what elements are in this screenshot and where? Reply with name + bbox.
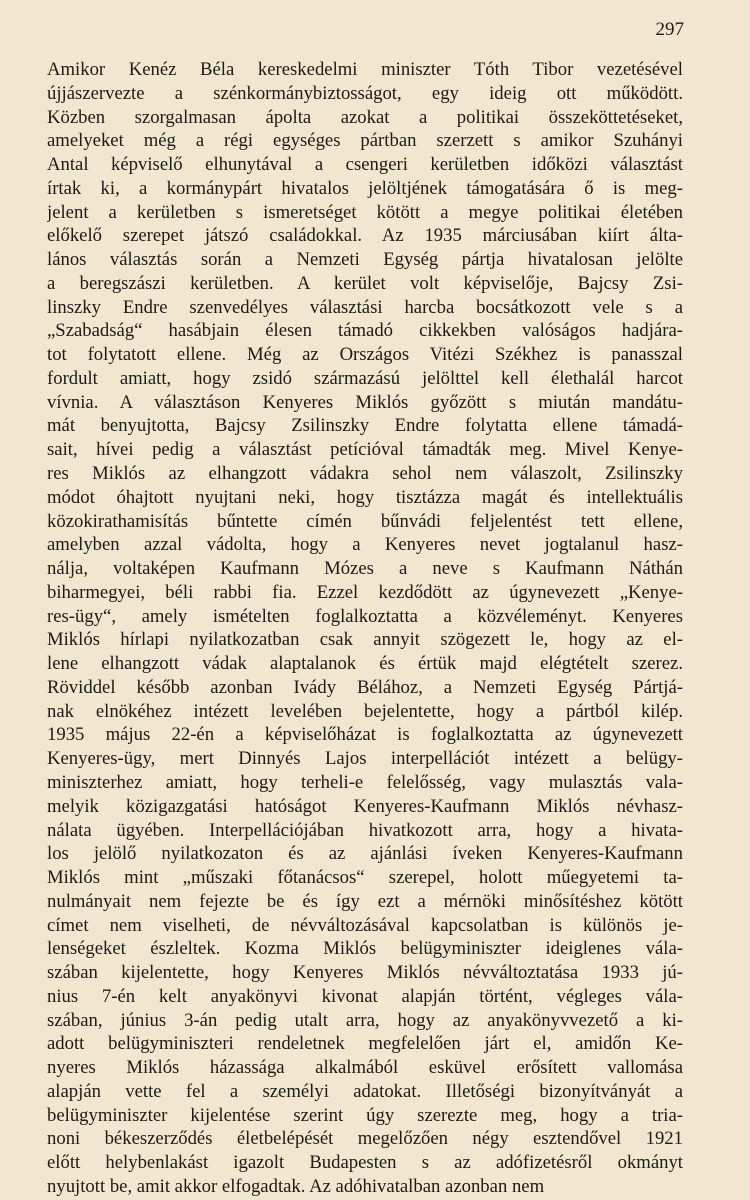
text-line: res-ügy“, amely ismételten foglalkoztatta a közvéleményt. Kenyeres (47, 605, 683, 627)
text-line: sait, hívei pedig a választást petícióval támadták meg. Mivel Kenye- (47, 439, 683, 461)
text-line: vívnia. A választáson Kenyeres Miklós győzött s miután mandátu- (47, 391, 683, 413)
text-line: Röviddel később azonban Ivády Bélához, a Nemzeti Egység Pártjá- (47, 676, 683, 698)
text-line: tot folytatott ellene. Még az Országos Vitézi Székhez is panasszal (47, 344, 683, 366)
text-line: módot óhajtott nyujtani neki, hogy tisztázza magát és intellektuális (47, 486, 683, 508)
text-line: „Szabadság“ hasábjain élesen támadó cikkekben valóságos hadjára- (47, 320, 683, 342)
text-line: melyik közigazgatási hatóságot Kenyeres-Kaufmann Miklós névhasz- (47, 795, 683, 817)
text-line: nius 7-én kelt anyakönyvi kivonat alapján történt, végleges vála- (47, 985, 683, 1007)
text-line: a beregszászi kerületben. A kerület volt képviselője, Bajcsy Zsi- (47, 272, 683, 294)
text-line: írtak ki, a kormánypárt hivatalos jelöltjének támogatására ő is meg- (47, 177, 683, 199)
text-line: linszky Endre szenvedélyes választási harcba bocsátkozott vele s a (47, 296, 683, 318)
text-line: belügyminiszter kijelentése szerint úgy szerezte meg, hogy a tria- (47, 1104, 683, 1126)
text-line: szában kijelentette, hogy Kenyeres Miklós névváltoztatása 1933 jú- (47, 962, 683, 984)
text-line: Miklós mint „műszaki főtanácsos“ szerepel, holott műegyetemi ta- (47, 867, 683, 889)
text-line: Kenyeres-ügy, mert Dinnyés Lajos interpellációt intézett a belügy- (47, 748, 683, 770)
text-line: Közben szorgalmasan ápolta azokat a politikai összeköttetéseket, (47, 106, 683, 128)
text-line: miniszterhez amiatt, hogy terheli-e felelősség, vagy mulasztás vala- (47, 771, 683, 793)
text-line: jelent a kerületben s ismeretséget kötött a megye politikai életében (47, 201, 683, 223)
text-line: Antal képviselő elhunytával a csengeri kerületben időközi választást (47, 154, 683, 176)
text-line: res Miklós az elhangzott vádakra sehol nem válaszolt, Zsilinszky (47, 463, 683, 485)
text-line: Miklós hírlapi nyilatkozatban csak annyit szögezett le, hogy az el- (47, 629, 683, 651)
text-line: nak elnökéhez intézett levelében bejelentette, hogy a pártból kilép. (47, 700, 683, 722)
text-line: szában, június 3-án pedig utalt arra, hogy az anyakönyvvezető a ki- (47, 1009, 683, 1031)
text-line: előtt helybenlakást igazolt Budapesten s az adófizetésről okmányt (47, 1152, 683, 1174)
text-line: fordult amiatt, hogy zsidó származású jelölttel kell élethalál harcot (47, 367, 683, 389)
body-text (47, 58, 683, 1199)
text-line: amelyben azzal vádolta, hogy a Kenyeres nevet jogtalanul hasz- (47, 534, 683, 556)
text-line: lános választás során a Nemzeti Egység pártja hivatalosan jelölte (47, 249, 683, 271)
text-line: nálja, voltaképen Kaufmann Mózes a neve s Kaufmann Náthán (47, 558, 683, 580)
text-line: nyujtott be, amit akkor elfogadtak. Az adóhivatalban azonban nem (47, 1175, 545, 1197)
text-line: nyeres Miklós házassága alkalmából esküvel erősített vallomása (47, 1057, 683, 1079)
text-line: lenségeket észleltek. Kozma Miklós belügyminiszter ideiglenes vála- (47, 938, 683, 960)
text-line: közokirathamisítás bűntette címén bűnvádi feljelentést tett ellene, (47, 510, 683, 532)
text-line: adott belügyminiszteri rendeletnek megfelelően járt el, amidőn Ke- (47, 1033, 683, 1055)
text-line: amelyeket még a régi egységes pártban szerzett s amikor Szuhányi (47, 130, 683, 152)
text-line: los jelölő nyilatkozaton és az ajánlási íveken Kenyeres-Kaufmann (47, 843, 683, 865)
text-line: előkelő szerepet játszó családokkal. Az 1935 márciusában kiírt álta- (47, 225, 683, 247)
text-line: alapján vette fel a személyi adatokat. Illetőségi bizonyítványát a (47, 1080, 683, 1102)
text-line: 1935 május 22-én a képviselőházat is foglalkoztatta az úgynevezett (47, 724, 683, 746)
page-number: 297 (655, 19, 684, 40)
text-line: mát benyujtotta, Bajcsy Zsilinszky Endre folytatta ellene támadá- (47, 415, 683, 437)
text-line: noni békeszerződés életbelépését megelőzően négy esztendővel 1921 (47, 1128, 683, 1150)
text-line: Amikor Kenéz Béla kereskedelmi miniszter Tóth Tibor vezetésével (47, 59, 683, 80)
text-line: nulmányait nem fejezte be és így ezt a mérnöki minősítéshez kötött (47, 890, 683, 912)
text-line: biharmegyei, béli rabbi fia. Ezzel kezdődött az úgynevezett „Kenye- (47, 581, 683, 603)
text-line: lene elhangzott vádak alaptalanok és értük majd elégtételt szerez. (47, 653, 683, 675)
text-line: újjászervezte a szénkormánybiztosságot, egy ideig ott működött. (47, 82, 683, 104)
text-line: nálata ügyében. Interpellációjában hivatkozott arra, hogy a hivata- (47, 819, 683, 841)
text-line: címet nem viselheti, de névváltozásával kapcsolatban is különös je- (47, 914, 683, 936)
